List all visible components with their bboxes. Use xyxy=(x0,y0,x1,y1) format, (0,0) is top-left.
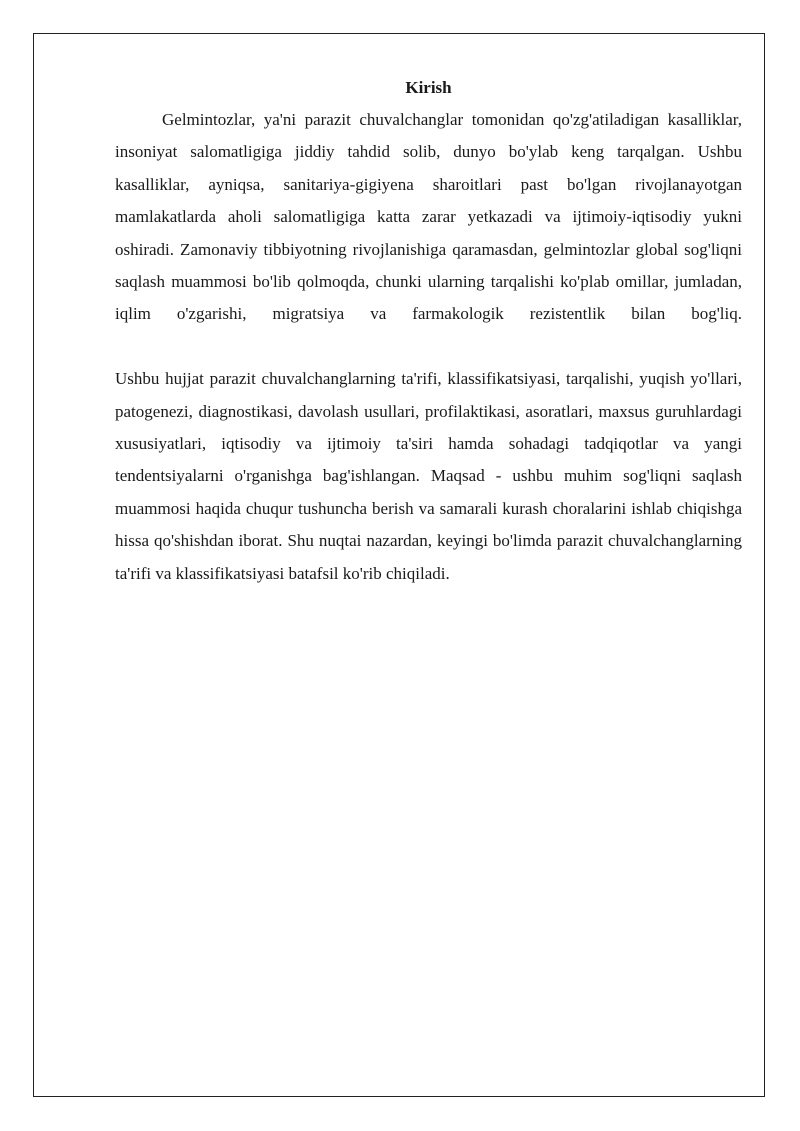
document-title: Kirish xyxy=(405,78,452,97)
paragraph-intro: Gelmintozlar, ya'ni parazit chuvalchanglar tomonidan qo'zg'atiladigan kasalliklar, insoniyat salomatligiga jiddiy tahdid solib, dunyo bo'ylab keng tarqalgan. Ushbu kasalliklar, ayniqsa, sanitariya-gigiyena sharoitlari past bo'lgan rivojlanayotgan mamlakatlarda aholi salomatligiga katta zarar yetkazadi va ijtimoiy-iqtisodiy yukni oshiradi. Zamonaviy tibbiyotning rivojlanishiga qaramasdan, gelmintozlar global sog'liqni saqlash muammosi bo'lib qolmoqda, chunki ularning tarqalishi ko'plab omillar, jumladan, iqlim o'zgarishi, migratsiya va farmakologik rezistentlik bilan bog'liq. xyxy=(115,110,742,324)
document-body xyxy=(115,72,742,590)
paragraph-spacer xyxy=(115,331,742,363)
paragraph-scope: Ushbu hujjat parazit chuvalchanglarning ta'rifi, klassifikatsiyasi, tarqalishi, yuqish yo'llari, patogenezi, diagnostikasi, davolash usullari, profilaktikasi, asoratlari, maxsus guruhlardagi xususiyatlari, iqtisodiy va ijtimoiy ta'siri hamda sohadagi tadqiqotlar va yangi tendentsiyalarni o'rganishga bag'ishlangan. Maqsad - ushbu muhim sog'liqni saqlash muammosi haqida chuqur tushuncha berish va samarali kurash choralarini ishlab chiqishga hissa qo'shishdan iborat. Shu nuqtai nazardan, keyingi bo'limda parazit chuvalchanglarning ta'rifi va klassifikatsiyasi batafsil ko'rib chiqiladi. xyxy=(115,369,742,583)
